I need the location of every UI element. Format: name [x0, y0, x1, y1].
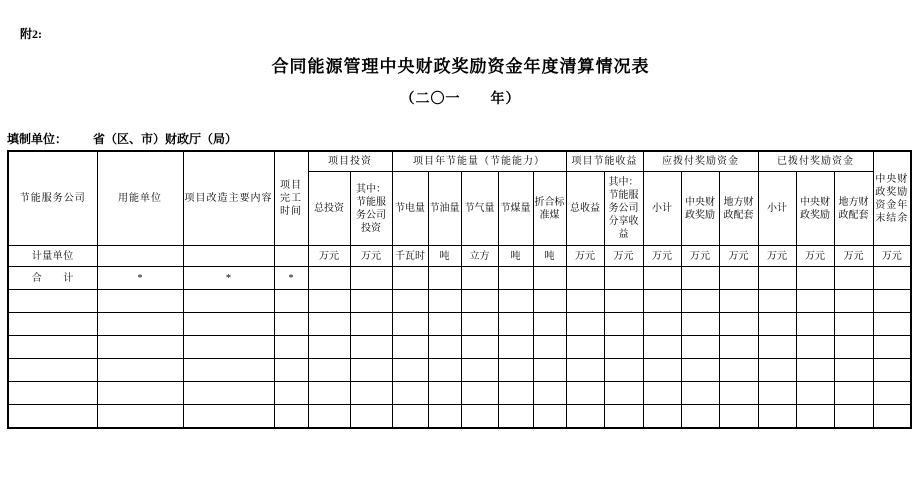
page-title: 合同能源管理中央财政奖励资金年度清算情况表 [271, 57, 650, 76]
empty-cell [873, 359, 911, 382]
empty-cell [719, 359, 758, 382]
empty-cell [498, 336, 533, 359]
unit-row [8, 246, 911, 267]
empty-cell [681, 290, 719, 313]
empty-cell [392, 336, 428, 359]
empty-cell [533, 405, 566, 429]
total-empty-cell [350, 267, 392, 290]
empty-cell [681, 336, 719, 359]
empty-cell [97, 313, 183, 336]
empty-cell [834, 290, 873, 313]
empty-cell [97, 336, 183, 359]
empty-cell [97, 382, 183, 405]
subheader-oil-saved: 节油量 [428, 172, 461, 246]
empty-cell [643, 336, 681, 359]
empty-cell [604, 336, 643, 359]
header-central-reward-balance: 中央财政奖励资金年末结余 [873, 151, 911, 246]
subheader-paid-subtotal: 小计 [758, 172, 796, 246]
unit-cell: 万元 [566, 246, 604, 267]
empty-cell [8, 405, 97, 429]
empty-cell [498, 405, 533, 429]
empty-cell [308, 382, 350, 405]
unit-cell: 万元 [758, 246, 796, 267]
empty-cell [274, 336, 308, 359]
subheader-total-investment: 总投资 [308, 172, 350, 246]
empty-cell [758, 336, 796, 359]
empty-cell [8, 359, 97, 382]
empty-cell [566, 382, 604, 405]
subheader-paid-local: 地方财政配套 [834, 172, 873, 246]
empty-cell [643, 359, 681, 382]
total-empty-cell [719, 267, 758, 290]
group-payable-reward-funds: 应拨付奖励资金 [643, 151, 758, 172]
total-empty-cell [796, 267, 834, 290]
empty-cell [308, 313, 350, 336]
empty-cell [604, 313, 643, 336]
empty-cell [681, 313, 719, 336]
empty-cell [643, 290, 681, 313]
total-empty-cell [834, 267, 873, 290]
empty-cell [758, 359, 796, 382]
empty-cell [274, 290, 308, 313]
empty-cell [873, 336, 911, 359]
total-empty-cell [498, 267, 533, 290]
prepared-by [7, 130, 237, 147]
empty-cell [498, 290, 533, 313]
empty-cell [97, 405, 183, 429]
empty-cell [392, 359, 428, 382]
total-asterisk-cell: * [183, 267, 274, 290]
empty-cell [183, 359, 274, 382]
empty-cell [97, 290, 183, 313]
empty-cell [8, 313, 97, 336]
total-empty-cell [308, 267, 350, 290]
empty-cell [461, 405, 498, 429]
empty-cell [308, 359, 350, 382]
header-esco-company: 节能服务公司 [8, 151, 97, 246]
empty-cell [643, 382, 681, 405]
unit-cell: 万元 [604, 246, 643, 267]
empty-cell [604, 382, 643, 405]
empty-cell [719, 382, 758, 405]
unit-cell: 吨 [498, 246, 533, 267]
total-empty-cell [604, 267, 643, 290]
header-renovation-content: 项目改造主要内容 [183, 151, 274, 246]
unit-row-label: 计量单位 [8, 246, 97, 267]
group-project-investment: 项目投资 [308, 151, 392, 172]
empty-cell [796, 405, 834, 429]
total-empty-cell [681, 267, 719, 290]
empty-cell [183, 313, 274, 336]
empty-cell [758, 313, 796, 336]
empty-cell [643, 313, 681, 336]
empty-cell [834, 405, 873, 429]
header-energy-user: 用能单位 [97, 151, 183, 246]
empty-cell [796, 382, 834, 405]
unit-cell [183, 246, 274, 267]
empty-row [8, 382, 911, 405]
total-empty-cell [758, 267, 796, 290]
empty-cell [758, 382, 796, 405]
empty-cell [566, 359, 604, 382]
empty-cell [796, 359, 834, 382]
empty-cell [566, 336, 604, 359]
subheader-coal-saved: 节煤量 [498, 172, 533, 246]
unit-cell: 吨 [533, 246, 566, 267]
empty-cell [498, 359, 533, 382]
empty-cell [392, 290, 428, 313]
subheader-electricity-saved: 节电量 [392, 172, 428, 246]
empty-cell [498, 313, 533, 336]
empty-cell [274, 359, 308, 382]
empty-cell [8, 382, 97, 405]
empty-cell [834, 382, 873, 405]
empty-cell [428, 336, 461, 359]
empty-cell [461, 313, 498, 336]
header-completion-time: 项目完工时间 [274, 151, 308, 246]
empty-cell [681, 382, 719, 405]
unit-cell: 万元 [796, 246, 834, 267]
empty-cell [428, 405, 461, 429]
unit-cell: 吨 [428, 246, 461, 267]
unit-cell: 万元 [719, 246, 758, 267]
empty-row [8, 336, 911, 359]
empty-cell [604, 290, 643, 313]
subheader-gas-saved: 节气量 [461, 172, 498, 246]
empty-cell [873, 382, 911, 405]
empty-cell [183, 290, 274, 313]
empty-cell [873, 313, 911, 336]
total-asterisk-cell: * [274, 267, 308, 290]
empty-cell [643, 405, 681, 429]
empty-cell [796, 290, 834, 313]
total-empty-cell [533, 267, 566, 290]
empty-cell [392, 405, 428, 429]
empty-cell [274, 405, 308, 429]
group-annual-energy-savings: 项目年节能量（节能能力） [392, 151, 566, 172]
empty-cell [428, 313, 461, 336]
empty-cell [758, 405, 796, 429]
empty-cell [533, 290, 566, 313]
empty-row [8, 405, 911, 429]
empty-cell [533, 359, 566, 382]
empty-cell [392, 313, 428, 336]
empty-cell [719, 405, 758, 429]
empty-row [8, 313, 911, 336]
empty-cell [350, 313, 392, 336]
empty-cell [350, 336, 392, 359]
attachment-label: 附2: [20, 27, 42, 41]
empty-cell [834, 359, 873, 382]
empty-cell [461, 359, 498, 382]
empty-cell [350, 382, 392, 405]
unit-cell: 万元 [873, 246, 911, 267]
total-asterisk-cell: * [97, 267, 183, 290]
group-paid-reward-funds: 已拨付奖励资金 [758, 151, 873, 172]
subheader-payable-local: 地方财政配套 [719, 172, 758, 246]
total-row [8, 267, 911, 290]
total-empty-cell [461, 267, 498, 290]
empty-cell [533, 336, 566, 359]
empty-cell [681, 405, 719, 429]
empty-cell [719, 313, 758, 336]
empty-cell [274, 313, 308, 336]
total-row-label: 合 计 [8, 267, 97, 290]
total-empty-cell [643, 267, 681, 290]
empty-cell [8, 290, 97, 313]
empty-cell [873, 405, 911, 429]
empty-cell [8, 336, 97, 359]
prepared-by-label: 填制单位： [7, 132, 68, 146]
empty-cell [796, 313, 834, 336]
subheader-standard-coal: 折合标准煤 [533, 172, 566, 246]
header-group-row [8, 151, 911, 172]
settlement-table [7, 150, 912, 429]
empty-cell [183, 336, 274, 359]
empty-cell [461, 336, 498, 359]
empty-cell [533, 313, 566, 336]
unit-cell: 千瓦时 [392, 246, 428, 267]
unit-cell [97, 246, 183, 267]
empty-cell [428, 359, 461, 382]
empty-cell [350, 359, 392, 382]
total-empty-cell [428, 267, 461, 290]
empty-cell [566, 290, 604, 313]
empty-cell [604, 359, 643, 382]
subheader-esco-shared-income: 其中：节能服务公司分享收益 [604, 172, 643, 246]
empty-cell [97, 359, 183, 382]
empty-cell [758, 290, 796, 313]
empty-cell [461, 290, 498, 313]
empty-cell [834, 313, 873, 336]
empty-cell [719, 290, 758, 313]
empty-cell [428, 290, 461, 313]
group-energy-saving-income: 项目节能收益 [566, 151, 643, 172]
unit-cell: 万元 [834, 246, 873, 267]
empty-cell [719, 336, 758, 359]
table-body [8, 151, 911, 428]
empty-cell [566, 313, 604, 336]
unit-cell [274, 246, 308, 267]
empty-cell [834, 336, 873, 359]
empty-cell [533, 382, 566, 405]
subheader-paid-central: 中央财政奖励 [796, 172, 834, 246]
total-empty-cell [392, 267, 428, 290]
unit-cell: 万元 [350, 246, 392, 267]
empty-cell [796, 336, 834, 359]
unit-cell: 万元 [643, 246, 681, 267]
total-empty-cell [566, 267, 604, 290]
total-empty-cell [873, 267, 911, 290]
empty-cell [461, 382, 498, 405]
empty-cell [604, 405, 643, 429]
empty-row [8, 290, 911, 313]
empty-cell [873, 290, 911, 313]
page-subtitle: （二〇一 年） [400, 92, 521, 107]
empty-cell [392, 382, 428, 405]
prepared-by-value: 省（区、市）财政厅（局） [93, 132, 238, 146]
empty-cell [183, 382, 274, 405]
empty-cell [183, 405, 274, 429]
empty-cell [681, 359, 719, 382]
empty-cell [428, 382, 461, 405]
empty-cell [566, 405, 604, 429]
unit-cell: 万元 [308, 246, 350, 267]
empty-cell [308, 405, 350, 429]
empty-cell [274, 382, 308, 405]
subheader-total-income: 总收益 [566, 172, 604, 246]
empty-cell [498, 382, 533, 405]
empty-row [8, 359, 911, 382]
empty-cell [350, 405, 392, 429]
unit-cell: 万元 [681, 246, 719, 267]
subheader-payable-central: 中央财政奖励 [681, 172, 719, 246]
empty-cell [350, 290, 392, 313]
unit-cell: 立方 [461, 246, 498, 267]
subheader-esco-investment: 其中：节能服务公司投资 [350, 172, 392, 246]
subheader-payable-subtotal: 小计 [643, 172, 681, 246]
empty-cell [308, 290, 350, 313]
empty-cell [308, 336, 350, 359]
